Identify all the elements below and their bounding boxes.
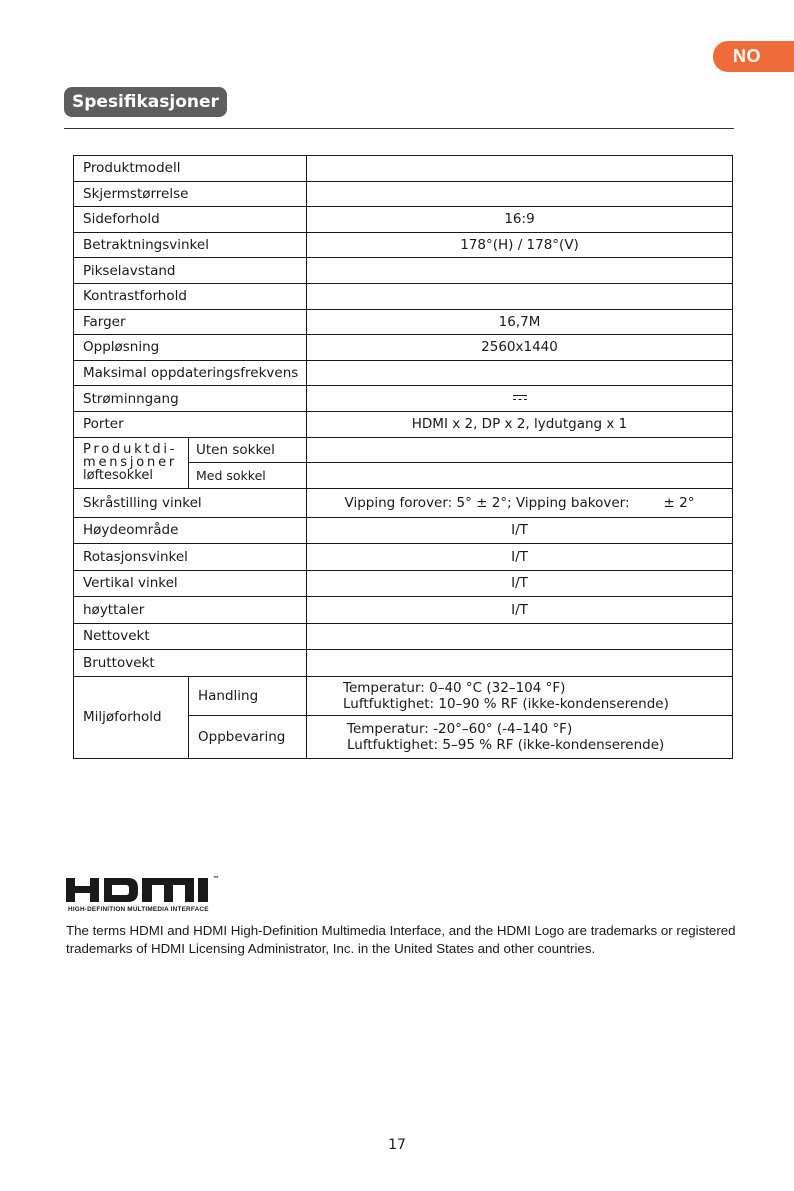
dimensions-label-line1: Produktdi- [83,442,178,458]
operating-label: Handling [189,676,307,715]
table-row [74,283,733,309]
spec-value: 16:9 [307,207,733,233]
spec-label: Rotasjonsvinkel [74,544,307,571]
table-row [74,309,733,335]
spec-value: I/T [307,597,733,624]
spec-value [307,156,733,182]
spec-value: 2560x1440 [307,335,733,361]
spec-value [307,283,733,309]
operating-humidity: Luftfuktighet: 10–90 % RF (ikke-kondenserende) [343,695,669,712]
spec-value: HDMI x 2, DP x 2, lydutgang x 1 [307,411,733,437]
spec-value: 16,7M [307,309,733,335]
trademark-notice: The terms HDMI and HDMI High-Definition Multimedia Interface, and the HDMI Logo are trademarks or registered trademarks of HDMI Licensing Administrator, Inc. in the United States and other countries. [66,923,736,956]
spec-label: Vertikal vinkel [74,570,307,597]
dc-symbol-icon [513,395,527,401]
tilt-value-part1: Vipping forover: 5° ± 2°; Vipping bakover: [344,494,630,511]
hdmi-logo [66,876,226,916]
spec-value: I/T [307,570,733,597]
hdmi-logo-subtitle: HIGH-DEFINITION MULTIMEDIA INTERFACE [68,906,209,913]
spec-value: I/T [307,517,733,544]
storage-humidity: Luftfuktighet: 5–95 % RF (ikke-kondenserende) [347,736,665,753]
table-row [74,623,733,650]
spec-label: Høydeområde [74,517,307,544]
spec-value: I/T [307,544,733,571]
spec-value [307,360,733,386]
dimensions-label-line3: løftesokkel [83,468,153,484]
operating-conditions [307,676,733,715]
spec-label: Skråstilling vinkel [74,488,307,517]
table-row [74,437,733,463]
dimensions-label [74,437,189,488]
spec-label: høyttaler [74,597,307,624]
spec-label: Farger [74,309,307,335]
table-row [74,232,733,258]
spec-label: Pikselavstand [74,258,307,284]
spec-label: Kontrastforhold [74,283,307,309]
spec-label: Maksimal oppdateringsfrekvens [74,360,307,386]
page-number: 17 [388,1137,406,1153]
table-row [74,258,733,284]
table-row [74,597,733,624]
spec-value [307,650,733,677]
table-row [74,156,733,182]
storage-conditions [307,715,733,758]
without-stand-label: Uten sokkel [189,437,307,463]
dimensions-label-line2: mensjoner [83,455,178,471]
table-row [74,544,733,571]
table-row [74,676,733,715]
spec-value [307,258,733,284]
hdmi-tm: ™ [213,876,219,882]
storage-temp: Temperatur: -20°–60° (-4–140 °F) [347,720,573,737]
spec-label: Porter [74,411,307,437]
table-row [74,360,733,386]
with-stand-label: Med sokkel [189,463,307,489]
spec-label: Betraktningsvinkel [74,232,307,258]
table-row [74,386,733,412]
table-row [74,411,733,437]
table-row [74,650,733,677]
spec-value [307,463,733,489]
spec-label: Nettovekt [74,623,307,650]
environment-label: Miljøforhold [74,676,189,758]
table-row [74,570,733,597]
spec-value [307,437,733,463]
spec-label: Strøminngang [74,386,307,412]
table-row [74,181,733,207]
spec-label: Sideforhold [74,207,307,233]
table-row [74,207,733,233]
spec-value [307,488,733,517]
spec-label: Produktmodell [74,156,307,182]
table-row [74,335,733,361]
spec-value [307,386,733,412]
table-row [74,517,733,544]
specifications-table [73,155,733,759]
hdmi-logo-icon [66,876,212,904]
spec-value [307,181,733,207]
storage-label: Oppbevaring [189,715,307,758]
table-row [74,488,733,517]
operating-temp: Temperatur: 0–40 °C (32–104 °F) [343,679,566,696]
section-title: Spesifikasjoner [64,87,227,117]
spec-value [307,623,733,650]
spec-label: Bruttovekt [74,650,307,677]
tilt-value-part2: ± 2° [663,494,695,511]
divider [64,128,734,129]
spec-label: Oppløsning [74,335,307,361]
language-tab: NO [713,41,794,72]
spec-value: 178°(H) / 178°(V) [307,232,733,258]
spec-label: Skjermstørrelse [74,181,307,207]
